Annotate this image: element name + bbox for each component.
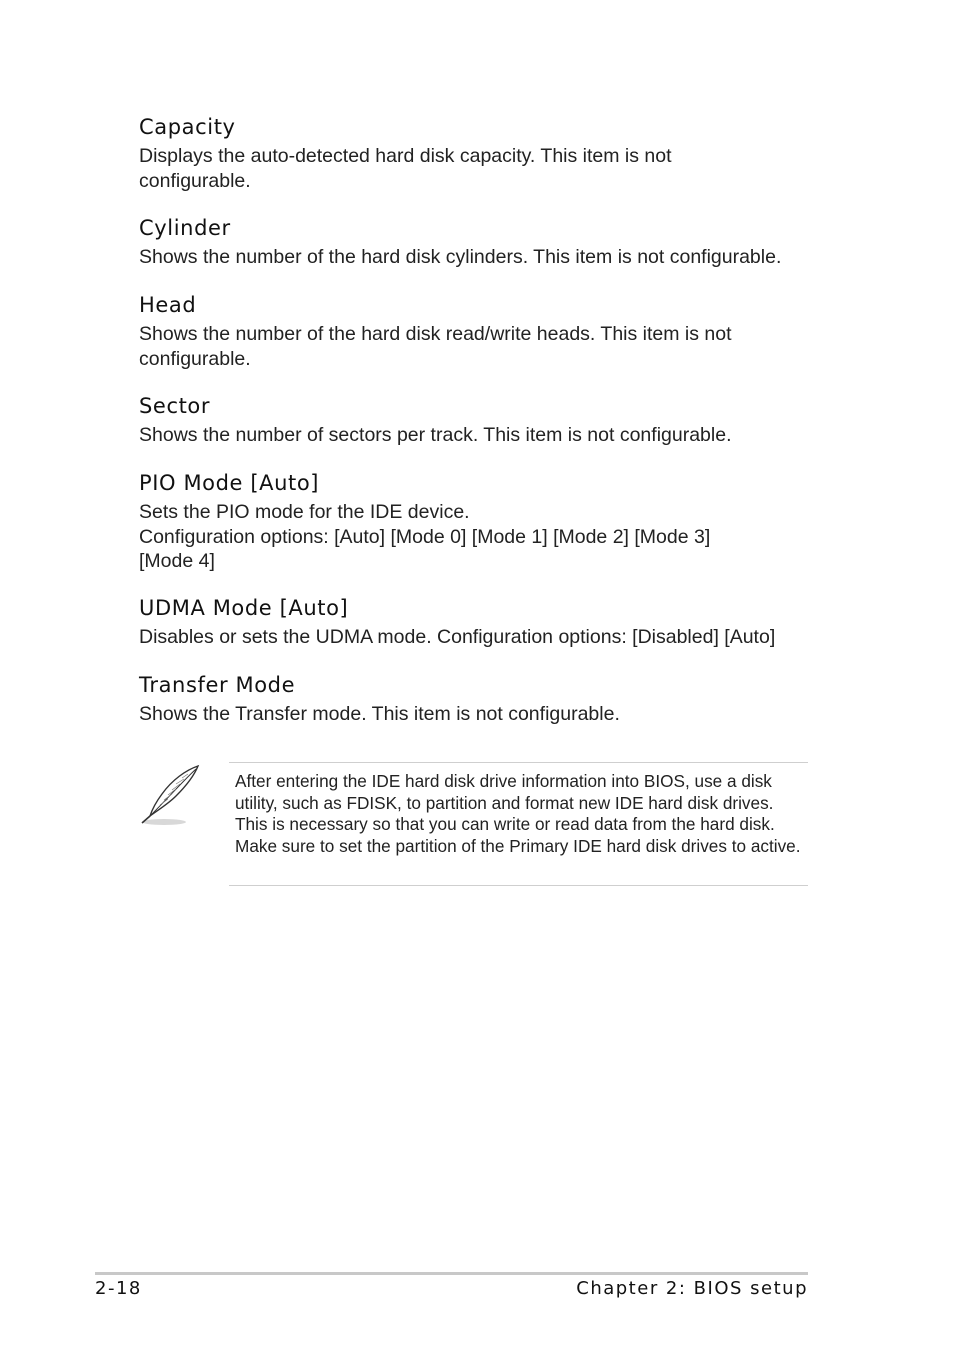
section-heading: Transfer Mode	[139, 673, 296, 697]
footer-divider	[95, 1272, 808, 1275]
note-text: After entering the IDE hard disk drive information into BIOS, use a disk utility, such as FDISK, to partition and format new IDE hard disk drives. This is necessary so that you can write or read data from the hard disk. Make sure to set the partition of the Primary IDE hard disk drives to active.	[235, 771, 801, 856]
section-heading: Sector	[139, 394, 211, 418]
section-pio-mode	[139, 468, 811, 574]
section-body: Shows the number of sectors per track. This item is not configurable.	[139, 424, 732, 446]
section-sector	[139, 391, 811, 448]
section-body: Disables or sets the UDMA mode. Configuration options: [Disabled] [Auto]	[139, 626, 776, 648]
chapter-label: Chapter 2: BIOS setup	[576, 1278, 808, 1299]
section-udma-mode	[139, 593, 811, 650]
section-body-line1: Sets the PIO mode for the IDE device.	[139, 501, 470, 523]
section-heading: Cylinder	[139, 216, 231, 240]
section-transfer-mode	[139, 670, 811, 727]
section-heading: UDMA Mode [Auto]	[139, 596, 349, 620]
section-body: Shows the number of the hard disk read/write heads. This item is not configurable.	[139, 323, 732, 370]
section-body-line2: Configuration options: [Auto] [Mode 0] [Mode 1] [Mode 2] [Mode 3] [Mode 4]	[139, 525, 711, 572]
feather-pen-icon	[138, 764, 204, 828]
page-number: 2-18	[95, 1278, 142, 1299]
section-body: Displays the auto-detected hard disk capacity. This item is not configurable.	[139, 145, 672, 192]
section-heading: Capacity	[139, 115, 236, 139]
section-body: Shows the Transfer mode. This item is not configurable.	[139, 703, 620, 725]
section-cylinder	[139, 213, 811, 270]
section-body: Shows the number of the hard disk cylinders. This item is not configurable.	[139, 246, 782, 268]
section-head	[139, 290, 811, 371]
note-box	[229, 762, 808, 886]
section-heading: PIO Mode [Auto]	[139, 471, 320, 495]
section-heading: Head	[139, 293, 197, 317]
section-capacity	[139, 112, 811, 193]
